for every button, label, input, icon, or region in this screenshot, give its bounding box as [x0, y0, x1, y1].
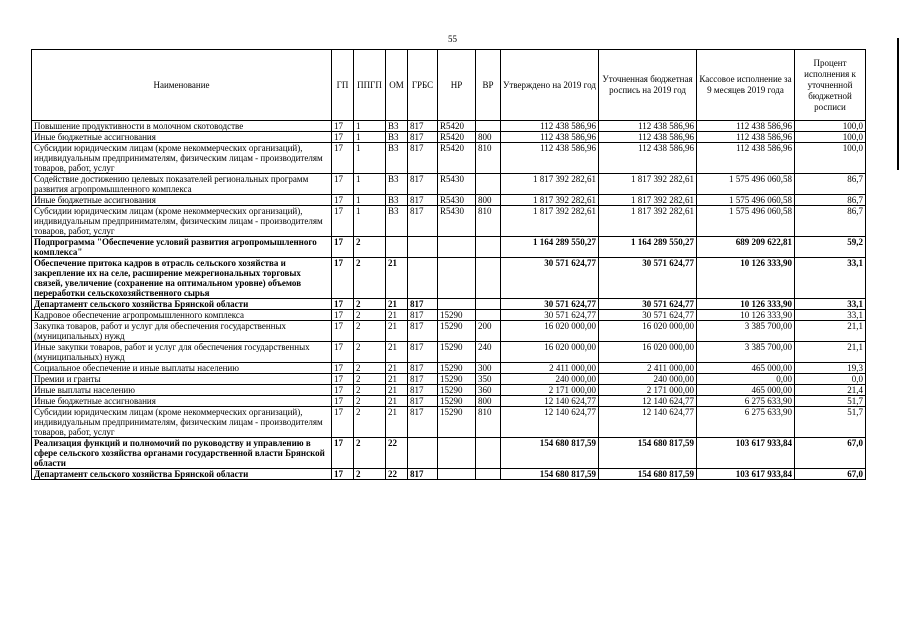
cell-cash: 6 275 633,90 — [697, 407, 795, 438]
cell-percent: 21,1 — [795, 342, 866, 363]
cell-approved: 154 680 817,59 — [501, 469, 599, 480]
cell-np: R5430 — [438, 195, 476, 206]
cell-ppgp: 2 — [354, 469, 386, 480]
cell-name: Субсидии юридическим лицам (кроме некоммерческих организаций), индивидуальным предпринимателям, физическим лицам - производителям товаров, работ, услуг — [32, 206, 332, 237]
cell-approved: 1 164 289 550,27 — [501, 237, 599, 258]
cell-np — [438, 258, 476, 299]
cell-percent: 100,0 — [795, 143, 866, 174]
cell-grbs: 817 — [408, 121, 438, 132]
cell-gp: 17 — [332, 407, 354, 438]
cell-gp: 17 — [332, 195, 354, 206]
cell-grbs: 817 — [408, 321, 438, 342]
cell-vr: 360 — [476, 385, 501, 396]
cell-np: R5420 — [438, 132, 476, 143]
cell-vr: 810 — [476, 143, 501, 174]
table-row — [32, 258, 866, 299]
cell-gp: 17 — [332, 374, 354, 385]
cell-np — [438, 469, 476, 480]
cell-gp: 17 — [332, 206, 354, 237]
cell-name: Субсидии юридическим лицам (кроме некоммерческих организаций), индивидуальным предпринимателям, физическим лицам - производителям товаров, работ, услуг — [32, 407, 332, 438]
table-row — [32, 396, 866, 407]
cell-ppgp: 2 — [354, 363, 386, 374]
cell-name: Подпрограмма "Обеспечение условий развития агропромышленного комплекса" — [32, 237, 332, 258]
cell-vr — [476, 299, 501, 310]
cell-ppgp: 1 — [354, 206, 386, 237]
cell-np — [438, 237, 476, 258]
cell-vr — [476, 469, 501, 480]
cell-vr: 350 — [476, 374, 501, 385]
cell-vr: 800 — [476, 132, 501, 143]
cell-refined: 154 680 817,59 — [599, 469, 697, 480]
cell-om — [386, 237, 408, 258]
cell-cash: 3 385 700,00 — [697, 321, 795, 342]
cell-om: 21 — [386, 258, 408, 299]
cell-np: R5420 — [438, 121, 476, 132]
cell-ppgp: 2 — [354, 299, 386, 310]
cell-refined: 154 680 817,59 — [599, 438, 697, 469]
header-approved: Утверждено на 2019 год — [501, 50, 599, 121]
cell-refined: 16 020 000,00 — [599, 321, 697, 342]
cell-approved: 30 571 624,77 — [501, 310, 599, 321]
header-cash: Кассовое исполнение за 9 месяцев 2019 года — [697, 50, 795, 121]
cell-cash: 112 438 586,96 — [697, 143, 795, 174]
header-name: Наименование — [32, 50, 332, 121]
cell-cash: 1 575 496 060,58 — [697, 206, 795, 237]
cell-name: Иные выплаты населению — [32, 385, 332, 396]
cell-percent: 21,1 — [795, 321, 866, 342]
cell-cash: 10 126 333,90 — [697, 299, 795, 310]
cell-cash: 10 126 333,90 — [697, 258, 795, 299]
table-row — [32, 121, 866, 132]
cell-cash: 103 617 933,84 — [697, 438, 795, 469]
cell-percent: 0,0 — [795, 374, 866, 385]
table-row — [32, 407, 866, 438]
cell-grbs: 817 — [408, 469, 438, 480]
header-refined: Уточненная бюджетная роспись на 2019 год — [599, 50, 697, 121]
cell-name: Кадровое обеспечение агропромышленного комплекса — [32, 310, 332, 321]
cell-name: Иные бюджетные ассигнования — [32, 132, 332, 143]
cell-np: 15290 — [438, 374, 476, 385]
cell-percent: 19,3 — [795, 363, 866, 374]
cell-grbs — [408, 438, 438, 469]
cell-cash: 689 209 622,81 — [697, 237, 795, 258]
cell-cash: 112 438 586,96 — [697, 132, 795, 143]
cell-ppgp: 2 — [354, 310, 386, 321]
cell-approved: 112 438 586,96 — [501, 143, 599, 174]
cell-vr — [476, 121, 501, 132]
header-np: НР — [438, 50, 476, 121]
header-percent: Процент исполнения к уточненной бюджетной росписи — [795, 50, 866, 121]
cell-percent: 21,4 — [795, 385, 866, 396]
cell-cash: 10 126 333,90 — [697, 310, 795, 321]
cell-gp: 17 — [332, 132, 354, 143]
table-row — [32, 363, 866, 374]
cell-name: Обеспечение притока кадров в отрасль сельского хозяйства и закрепление их на селе, расширение межрегиональных торговых связей, увеличение (сохранение на оптимальном уровне) объемов переработки сельскохозяйственного сырья — [32, 258, 332, 299]
cell-name: Закупка товаров, работ и услуг для обеспечения государственных (муниципальных) нужд — [32, 321, 332, 342]
cell-cash: 103 617 933,84 — [697, 469, 795, 480]
cell-ppgp: 2 — [354, 396, 386, 407]
table-row — [32, 342, 866, 363]
cell-np: R5420 — [438, 143, 476, 174]
cell-grbs: 817 — [408, 407, 438, 438]
cell-ppgp: 1 — [354, 132, 386, 143]
cell-refined: 30 571 624,77 — [599, 299, 697, 310]
cell-vr — [476, 310, 501, 321]
cell-gp: 17 — [332, 258, 354, 299]
cell-np: R5430 — [438, 174, 476, 195]
cell-np: 15290 — [438, 385, 476, 396]
cell-approved: 112 438 586,96 — [501, 121, 599, 132]
cell-cash: 465 000,00 — [697, 385, 795, 396]
cell-percent: 67,0 — [795, 438, 866, 469]
cell-grbs: 817 — [408, 310, 438, 321]
cell-refined: 112 438 586,96 — [599, 143, 697, 174]
table-row — [32, 438, 866, 469]
cell-approved: 12 140 624,77 — [501, 396, 599, 407]
cell-vr: 800 — [476, 195, 501, 206]
cell-percent: 33,1 — [795, 299, 866, 310]
cell-om: В3 — [386, 121, 408, 132]
cell-grbs: 817 — [408, 385, 438, 396]
cell-refined: 112 438 586,96 — [599, 132, 697, 143]
cell-approved: 12 140 624,77 — [501, 407, 599, 438]
cell-name: Департамент сельского хозяйства Брянской области — [32, 299, 332, 310]
cell-percent: 100,0 — [795, 121, 866, 132]
table-row — [32, 469, 866, 480]
cell-gp: 17 — [332, 143, 354, 174]
cell-percent: 67,0 — [795, 469, 866, 480]
cell-percent: 51,7 — [795, 407, 866, 438]
table-row — [32, 374, 866, 385]
cell-name: Повышение продуктивности в молочном скотоводстве — [32, 121, 332, 132]
cell-np: 15290 — [438, 321, 476, 342]
cell-approved: 16 020 000,00 — [501, 342, 599, 363]
cell-percent: 86,7 — [795, 195, 866, 206]
cell-refined: 1 817 392 282,61 — [599, 174, 697, 195]
cell-approved: 30 571 624,77 — [501, 258, 599, 299]
cell-np: 15290 — [438, 396, 476, 407]
cell-ppgp: 2 — [354, 321, 386, 342]
scan-edge-mark — [897, 38, 899, 170]
cell-cash: 1 575 496 060,58 — [697, 195, 795, 206]
cell-ppgp: 2 — [354, 237, 386, 258]
cell-gp: 17 — [332, 438, 354, 469]
header-ppgp: ППГП — [354, 50, 386, 121]
cell-cash: 6 275 633,90 — [697, 396, 795, 407]
table-row — [32, 132, 866, 143]
cell-gp: 17 — [332, 469, 354, 480]
cell-refined: 2 411 000,00 — [599, 363, 697, 374]
cell-percent: 86,7 — [795, 206, 866, 237]
cell-grbs: 817 — [408, 195, 438, 206]
cell-name: Иные закупки товаров, работ и услуг для обеспечения государственных (муниципальных) нужд — [32, 342, 332, 363]
cell-approved: 2 411 000,00 — [501, 363, 599, 374]
cell-approved: 240 000,00 — [501, 374, 599, 385]
cell-gp: 17 — [332, 121, 354, 132]
cell-refined: 112 438 586,96 — [599, 121, 697, 132]
cell-np: 15290 — [438, 407, 476, 438]
cell-gp: 17 — [332, 299, 354, 310]
cell-np: 15290 — [438, 310, 476, 321]
cell-np: R5430 — [438, 206, 476, 237]
cell-grbs: 817 — [408, 342, 438, 363]
cell-grbs: 817 — [408, 374, 438, 385]
cell-approved: 1 817 392 282,61 — [501, 174, 599, 195]
table-row — [32, 206, 866, 237]
cell-name: Иные бюджетные ассигнования — [32, 396, 332, 407]
cell-name: Субсидии юридическим лицам (кроме некоммерческих организаций), индивидуальным предпринимателям, физическим лицам - производителям товаров, работ, услуг — [32, 143, 332, 174]
header-gp: ГП — [332, 50, 354, 121]
cell-gp: 17 — [332, 310, 354, 321]
cell-approved: 1 817 392 282,61 — [501, 195, 599, 206]
cell-vr: 810 — [476, 407, 501, 438]
cell-grbs: 817 — [408, 299, 438, 310]
cell-cash: 465 000,00 — [697, 363, 795, 374]
cell-grbs: 817 — [408, 174, 438, 195]
table-row — [32, 321, 866, 342]
cell-approved: 112 438 586,96 — [501, 132, 599, 143]
cell-name: Департамент сельского хозяйства Брянской области — [32, 469, 332, 480]
cell-refined: 1 817 392 282,61 — [599, 206, 697, 237]
cell-percent: 100,0 — [795, 132, 866, 143]
table-row — [32, 299, 866, 310]
table-row — [32, 195, 866, 206]
cell-grbs — [408, 258, 438, 299]
cell-gp: 17 — [332, 363, 354, 374]
cell-name: Премии и гранты — [32, 374, 332, 385]
cell-refined: 1 817 392 282,61 — [599, 195, 697, 206]
table-row — [32, 143, 866, 174]
cell-om: 21 — [386, 385, 408, 396]
cell-np: 15290 — [438, 363, 476, 374]
cell-np — [438, 438, 476, 469]
cell-refined: 12 140 624,77 — [599, 407, 697, 438]
cell-om: 21 — [386, 407, 408, 438]
cell-name: Реализация функций и полномочий по руководству и управлению в сфере сельского хозяйства органами государственной власти Брянской области — [32, 438, 332, 469]
cell-ppgp: 2 — [354, 374, 386, 385]
cell-vr: 800 — [476, 396, 501, 407]
cell-om: 22 — [386, 438, 408, 469]
cell-cash: 1 575 496 060,58 — [697, 174, 795, 195]
cell-om: 21 — [386, 396, 408, 407]
cell-cash: 3 385 700,00 — [697, 342, 795, 363]
header-grbs: ГРБС — [408, 50, 438, 121]
cell-percent: 33,1 — [795, 258, 866, 299]
cell-om: 22 — [386, 469, 408, 480]
cell-vr — [476, 258, 501, 299]
cell-vr: 810 — [476, 206, 501, 237]
cell-grbs: 817 — [408, 132, 438, 143]
cell-om: 21 — [386, 363, 408, 374]
table-row — [32, 174, 866, 195]
cell-approved: 1 817 392 282,61 — [501, 206, 599, 237]
cell-approved: 30 571 624,77 — [501, 299, 599, 310]
cell-vr: 240 — [476, 342, 501, 363]
cell-percent: 51,7 — [795, 396, 866, 407]
cell-om: 21 — [386, 374, 408, 385]
cell-om: В3 — [386, 132, 408, 143]
cell-refined: 12 140 624,77 — [599, 396, 697, 407]
cell-gp: 17 — [332, 174, 354, 195]
cell-approved: 2 171 000,00 — [501, 385, 599, 396]
cell-cash: 0,00 — [697, 374, 795, 385]
cell-grbs: 817 — [408, 143, 438, 174]
cell-ppgp: 1 — [354, 174, 386, 195]
cell-approved: 16 020 000,00 — [501, 321, 599, 342]
cell-om: 21 — [386, 310, 408, 321]
table-row — [32, 310, 866, 321]
cell-vr: 300 — [476, 363, 501, 374]
cell-name: Иные бюджетные ассигнования — [32, 195, 332, 206]
cell-gp: 17 — [332, 237, 354, 258]
cell-percent: 86,7 — [795, 174, 866, 195]
cell-name: Социальное обеспечение и иные выплаты населению — [32, 363, 332, 374]
cell-gp: 17 — [332, 396, 354, 407]
cell-grbs: 817 — [408, 396, 438, 407]
cell-om: 21 — [386, 342, 408, 363]
cell-name: Содействие достижению целевых показателей региональных программ развития агропромышленного комплекса — [32, 174, 332, 195]
cell-refined: 30 571 624,77 — [599, 258, 697, 299]
cell-grbs: 817 — [408, 206, 438, 237]
cell-ppgp: 1 — [354, 143, 386, 174]
cell-grbs — [408, 237, 438, 258]
cell-percent: 33,1 — [795, 310, 866, 321]
table-header-row — [32, 50, 866, 121]
cell-om: В3 — [386, 174, 408, 195]
table-row — [32, 385, 866, 396]
page-number: 55 — [448, 34, 457, 44]
cell-ppgp: 2 — [354, 438, 386, 469]
cell-vr: 200 — [476, 321, 501, 342]
cell-refined: 30 571 624,77 — [599, 310, 697, 321]
cell-percent: 59,2 — [795, 237, 866, 258]
cell-gp: 17 — [332, 385, 354, 396]
cell-refined: 1 164 289 550,27 — [599, 237, 697, 258]
cell-ppgp: 2 — [354, 258, 386, 299]
cell-grbs: 817 — [408, 363, 438, 374]
cell-refined: 2 171 000,00 — [599, 385, 697, 396]
cell-ppgp: 1 — [354, 121, 386, 132]
cell-np — [438, 299, 476, 310]
cell-om: В3 — [386, 143, 408, 174]
cell-refined: 16 020 000,00 — [599, 342, 697, 363]
header-vr: ВР — [476, 50, 501, 121]
cell-ppgp: 2 — [354, 342, 386, 363]
cell-om: В3 — [386, 195, 408, 206]
budget-table — [31, 49, 866, 480]
cell-np: 15290 — [438, 342, 476, 363]
cell-om: 21 — [386, 299, 408, 310]
cell-approved: 154 680 817,59 — [501, 438, 599, 469]
cell-ppgp: 2 — [354, 407, 386, 438]
cell-om: В3 — [386, 206, 408, 237]
cell-gp: 17 — [332, 321, 354, 342]
header-om: ОМ — [386, 50, 408, 121]
cell-vr — [476, 438, 501, 469]
cell-ppgp: 2 — [354, 385, 386, 396]
cell-vr — [476, 237, 501, 258]
table-row — [32, 237, 866, 258]
cell-refined: 240 000,00 — [599, 374, 697, 385]
table-body — [32, 121, 866, 480]
cell-om: 21 — [386, 321, 408, 342]
cell-ppgp: 1 — [354, 195, 386, 206]
cell-gp: 17 — [332, 342, 354, 363]
cell-cash: 112 438 586,96 — [697, 121, 795, 132]
cell-vr — [476, 174, 501, 195]
